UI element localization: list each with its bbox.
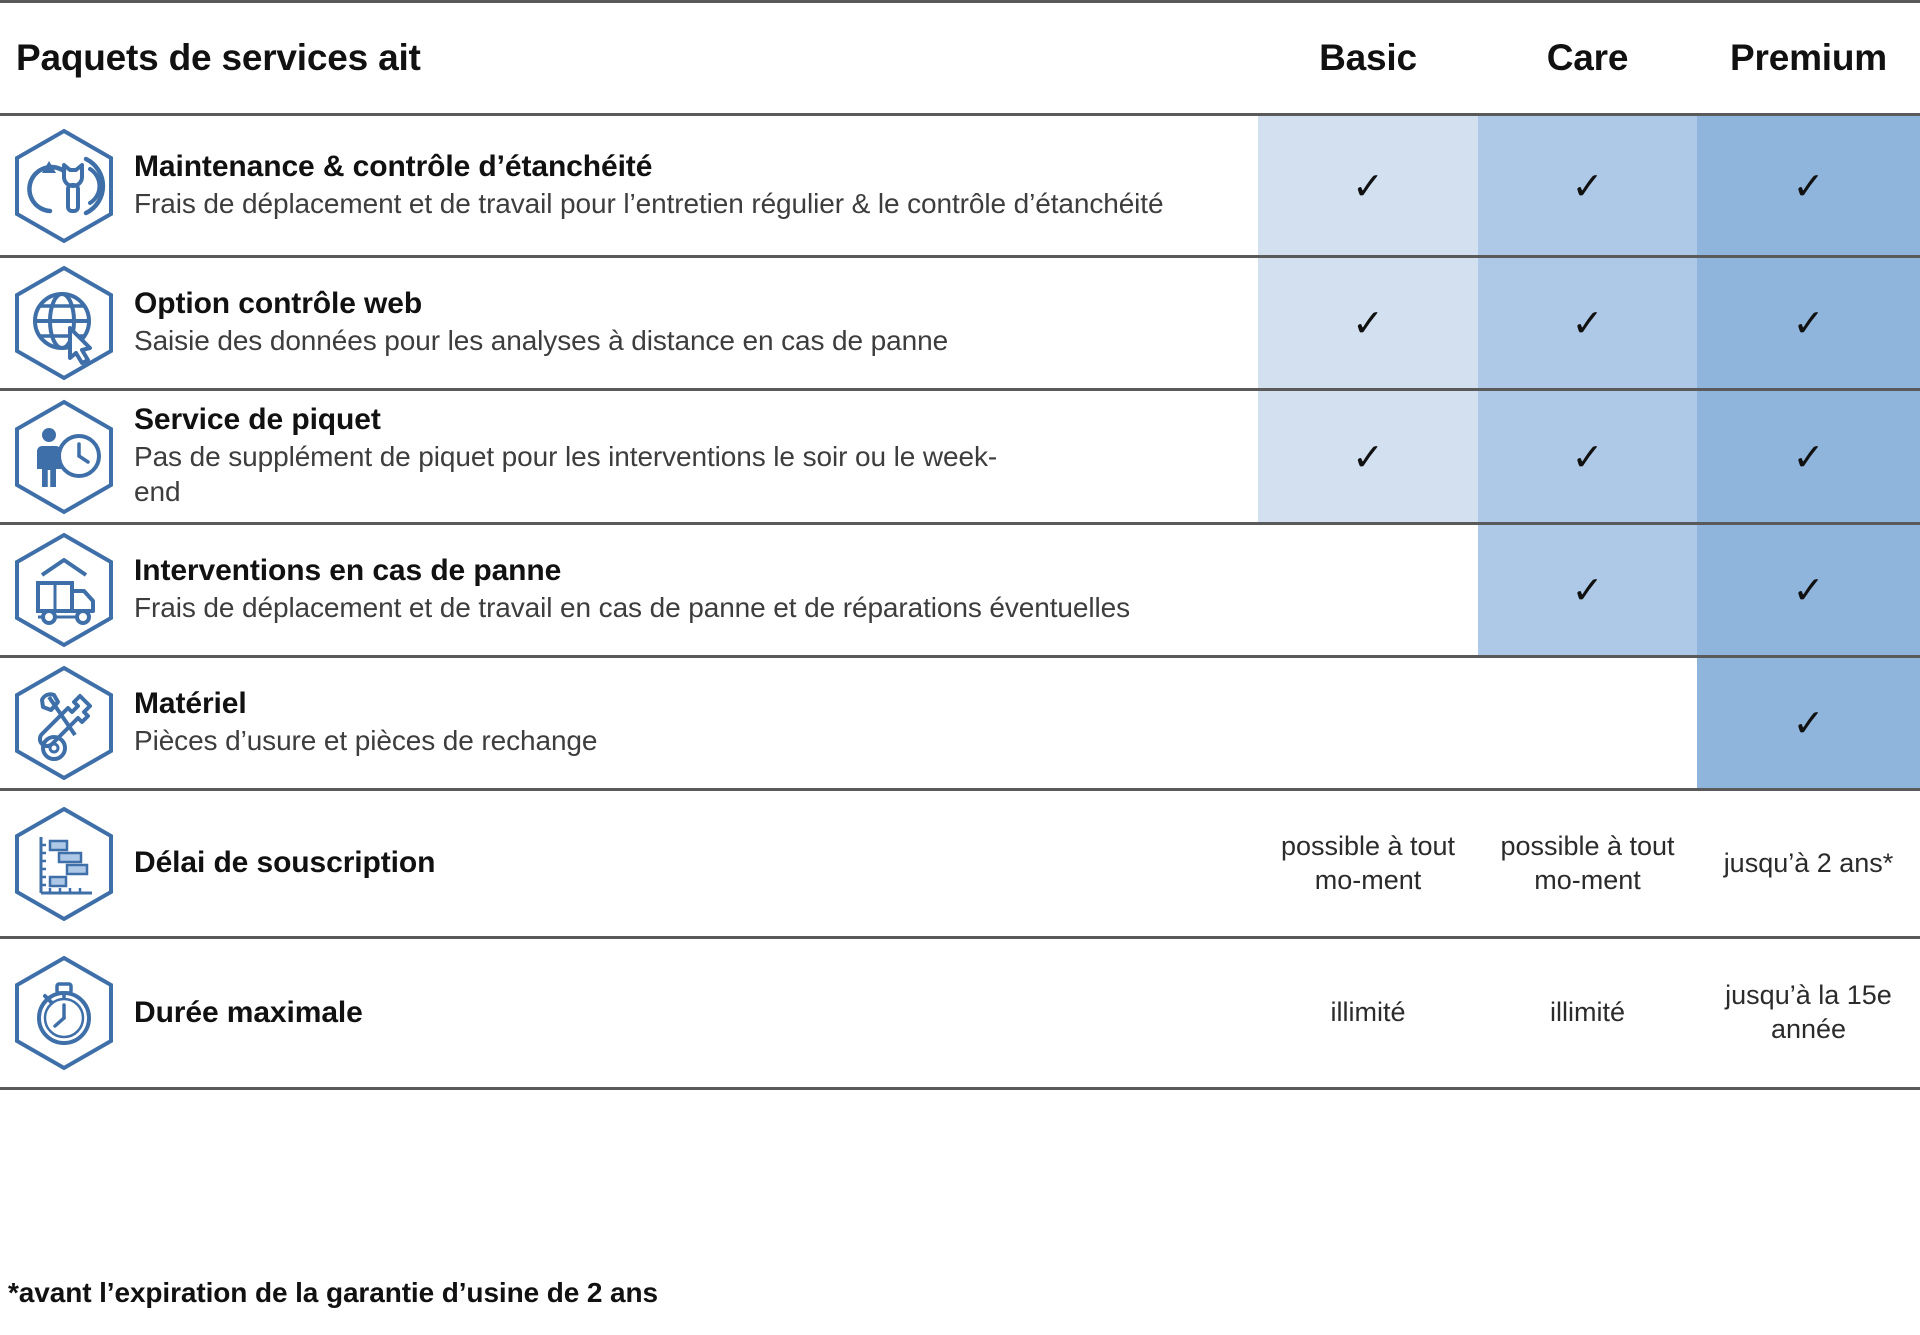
cell-basic: [1258, 116, 1478, 255]
check-icon: ✓: [1571, 301, 1604, 345]
row-label-cell: [0, 391, 1258, 522]
check-icon: ✓: [1571, 434, 1604, 479]
row-text-block: [134, 996, 1240, 1031]
row-description: Saisie des données pour les analyses à distance en cas de panne: [134, 325, 949, 357]
table-row: [0, 658, 1920, 788]
globe-cursor-icon: [10, 264, 118, 382]
cell-care: [1478, 391, 1697, 522]
row-title: Interventions en cas de panne: [134, 554, 562, 588]
page-title: Paquets de services ait: [16, 37, 421, 78]
check-icon: ✓: [1792, 568, 1825, 612]
row-divider: [0, 936, 1920, 939]
person-clock-icon: [10, 398, 118, 516]
table-row: [0, 791, 1920, 936]
row-description: Pas de supplément de piquet pour les interventions le soir ou le week-end: [134, 441, 998, 507]
cell-premium: [1697, 258, 1920, 388]
cell-basic: [1258, 391, 1478, 522]
cell-basic: illimité: [1330, 997, 1406, 1028]
row-text-block: [134, 554, 1240, 626]
row-text-block: [134, 287, 1240, 359]
check-icon: ✓: [1352, 434, 1384, 479]
column-header-care: Care: [1546, 37, 1629, 78]
column-header-premium: Premium: [1730, 37, 1887, 78]
row-title: Matériel: [134, 687, 247, 721]
row-text-block: [134, 846, 1240, 881]
cell-premium: jusqu’à 2 ans*: [1723, 847, 1894, 878]
row-divider: [0, 788, 1920, 791]
table-bottom-rule: [0, 1087, 1920, 1090]
footnote: *avant l’expiration de la garantie d’usine de 2 ans: [8, 1277, 659, 1308]
row-text-block: [134, 150, 1240, 222]
row-description: Frais de déplacement et de travail en cas de panne et de réparations éventuelles: [134, 592, 1130, 624]
check-icon: ✓: [1792, 163, 1825, 208]
row-label-cell: [0, 116, 1258, 255]
check-icon: ✓: [1571, 163, 1604, 208]
row-description: Pièces d’usure et pièces de rechange: [134, 725, 598, 757]
row-description: Frais de déplacement et de travail pour l’entretien régulier & le contrôle d’étanchéité: [134, 187, 1164, 219]
table-top-rule: [0, 0, 1920, 3]
cell-basic: [1258, 258, 1478, 388]
cell-premium: [1697, 658, 1920, 788]
row-label-cell: [0, 791, 1258, 936]
cell-basic: [1258, 525, 1478, 655]
table-row: [0, 391, 1920, 522]
row-text-block: [134, 403, 1240, 509]
table-header-row: [0, 3, 1920, 113]
check-icon: ✓: [1792, 301, 1825, 345]
check-icon: ✓: [1792, 434, 1825, 479]
row-label-cell: [0, 525, 1258, 655]
cell-basic: possible à tout mo-​ment: [1280, 830, 1456, 895]
cell-premium: jusqu’à la 15e année: [1725, 980, 1892, 1044]
row-title: Délai de souscription: [134, 846, 436, 880]
cell-premium: [1697, 391, 1920, 522]
row-divider: [0, 255, 1920, 258]
row-title: Durée maximale: [134, 995, 363, 1029]
header-divider: [0, 113, 1920, 116]
row-divider: [0, 388, 1920, 391]
maintenance-wrench-icon: [10, 127, 118, 245]
row-label-cell: [0, 939, 1258, 1087]
row-title: Maintenance & contrôle d’étanchéité: [134, 149, 653, 183]
row-label-cell: [0, 658, 1258, 788]
cell-care: illimité: [1549, 997, 1625, 1028]
cell-premium: [1697, 116, 1920, 255]
table-row: [0, 939, 1920, 1087]
row-divider: [0, 655, 1920, 658]
cell-care: possible à tout mo-​ment: [1500, 830, 1675, 895]
cell-basic: [1258, 658, 1478, 788]
table-row: [0, 258, 1920, 388]
gantt-chart-icon: [10, 805, 118, 923]
stopwatch-icon: [10, 954, 118, 1072]
row-divider: [0, 522, 1920, 525]
row-title: Option contrôle web: [134, 287, 423, 321]
column-header-basic: Basic: [1319, 37, 1417, 78]
table-row: [0, 525, 1920, 655]
cell-care: [1478, 525, 1697, 655]
row-label-cell: [0, 258, 1258, 388]
table-row: [0, 116, 1920, 255]
row-text-block: [134, 687, 1240, 759]
check-icon: ✓: [1352, 301, 1384, 345]
check-icon: ✓: [1792, 701, 1825, 745]
cell-premium: [1697, 525, 1920, 655]
row-title: Service de piquet: [134, 403, 381, 437]
service-van-icon: [10, 531, 118, 649]
check-icon: ✓: [1571, 568, 1604, 612]
cell-care: [1478, 258, 1697, 388]
check-icon: ✓: [1352, 163, 1384, 208]
cell-care: [1478, 658, 1697, 788]
cell-care: [1478, 116, 1697, 255]
tools-crossed-icon: [10, 664, 118, 782]
